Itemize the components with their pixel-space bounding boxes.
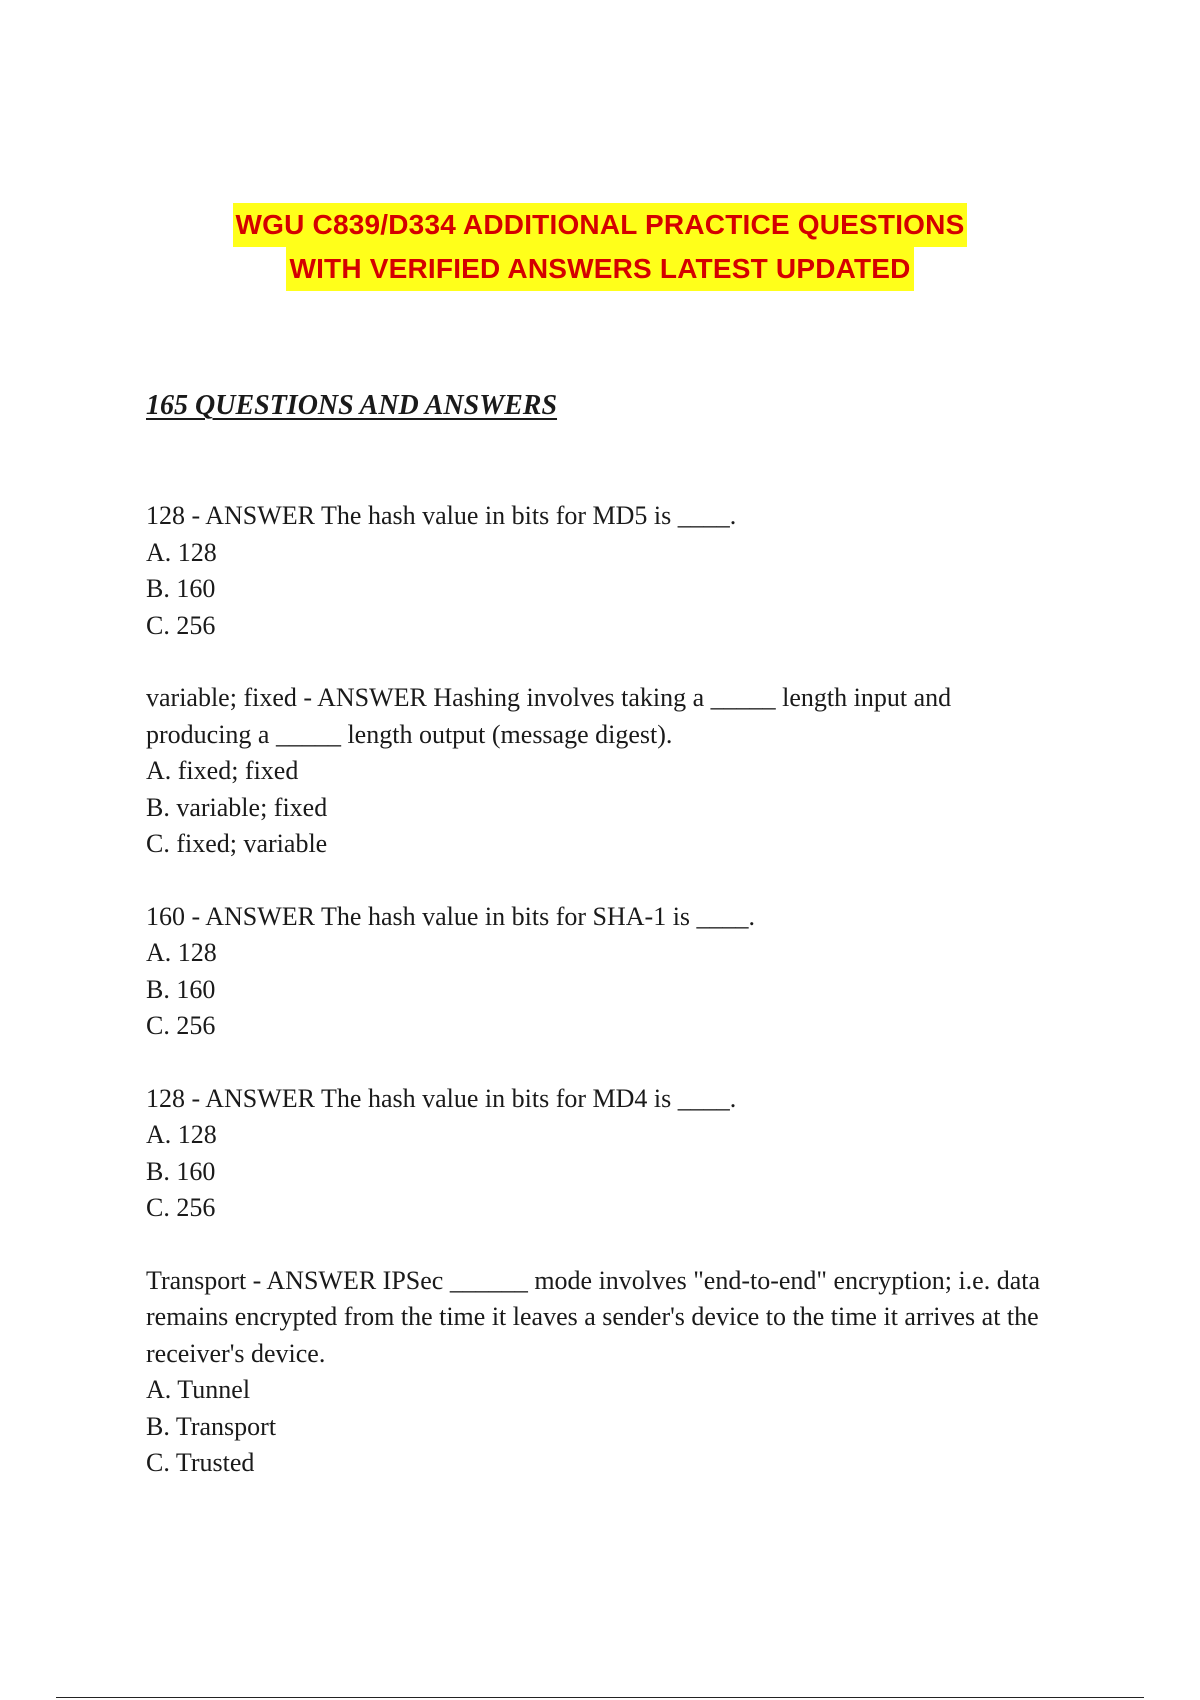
answer-option: B. 160	[146, 1156, 216, 1186]
answer-option: A. 128	[146, 938, 217, 967]
question-item	[146, 1263, 1046, 1482]
answer-option: C. fixed; variable	[146, 829, 328, 858]
answer-option: A. Tunnel	[146, 1375, 251, 1404]
question-item	[146, 498, 1046, 644]
answer-options	[146, 1117, 1046, 1227]
answer-option: B. Transport	[146, 1411, 277, 1441]
question-item	[146, 899, 1046, 1045]
question-prompt: 160 - ANSWER The hash value in bits for SHA-1 is ____.	[146, 901, 756, 931]
question-prompt: Transport - ANSWER IPSec ______ mode involves "end-to-end" encryption; i.e. data remains encrypted from the time it leaves a sender's device to the time it arrives at the receiver's device.	[146, 1265, 1041, 1368]
answer-options	[146, 753, 1046, 863]
answer-option: B. 160	[146, 974, 216, 1004]
question-prompt: 128 - ANSWER The hash value in bits for MD4 is ____.	[146, 1083, 737, 1113]
title-line-2: WITH VERIFIED ANSWERS LATEST UPDATED	[286, 247, 913, 291]
question-item	[146, 680, 1046, 863]
question-item	[146, 1081, 1046, 1227]
document-subtitle: 165 QUESTIONS AND ANSWERS	[146, 390, 558, 421]
question-list	[146, 498, 1046, 1518]
answer-option: C. 256	[146, 1193, 216, 1222]
answer-option: A. 128	[146, 537, 217, 567]
answer-option: C. 256	[146, 610, 216, 640]
answer-option: B. 160	[146, 574, 216, 603]
answer-options	[146, 935, 1046, 1045]
question-prompt: variable; fixed - ANSWER Hashing involves taking a _____ length input and producing a _____ length output (message digest).	[146, 683, 952, 749]
document-title	[0, 203, 1200, 291]
answer-option: C. 256	[146, 1011, 216, 1040]
title-line-1: WGU C839/D334 ADDITIONAL PRACTICE QUESTIONS	[233, 203, 968, 247]
answer-option: B. variable; fixed	[146, 792, 328, 822]
answer-options	[146, 1372, 1046, 1482]
answer-options	[146, 535, 1046, 645]
answer-option: A. fixed; fixed	[146, 756, 299, 785]
question-prompt: 128 - ANSWER The hash value in bits for MD5 is ____.	[146, 501, 737, 530]
footer-divider	[56, 1697, 1144, 1698]
answer-option: C. Trusted	[146, 1448, 255, 1477]
answer-option: A. 128	[146, 1120, 217, 1149]
